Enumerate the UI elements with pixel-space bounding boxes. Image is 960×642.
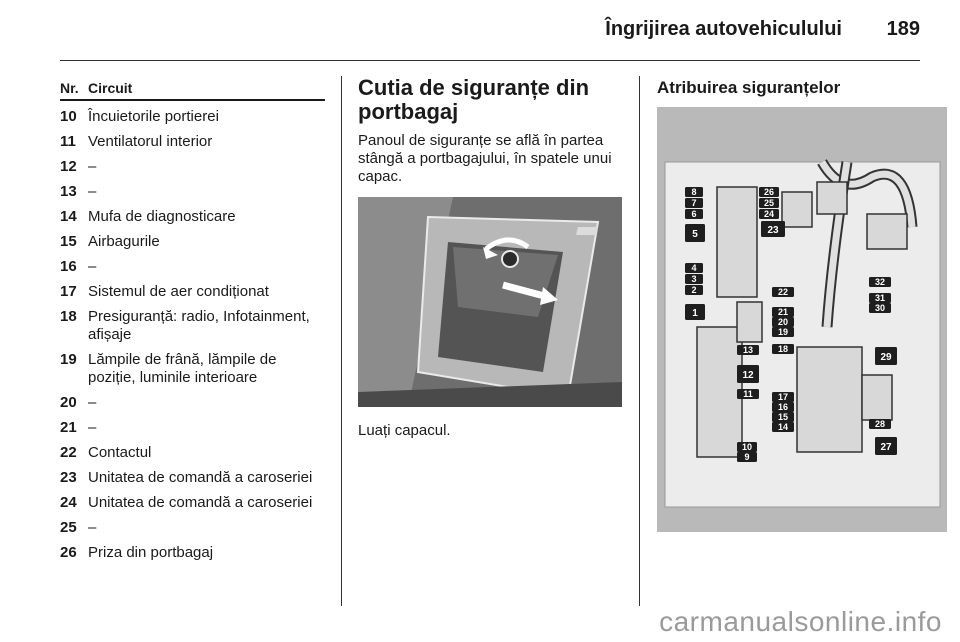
fuse-label: 23 <box>767 225 779 236</box>
table-row <box>60 469 325 487</box>
fuse-label: 15 <box>777 412 789 423</box>
section-title: Îngrijirea autovehiculului <box>605 18 842 40</box>
column-divider <box>341 76 342 606</box>
table-row <box>60 494 325 512</box>
fuse-28-block <box>869 419 891 429</box>
middle-column <box>358 76 626 186</box>
fuse-label: 21 <box>777 307 789 318</box>
page-header <box>60 0 920 61</box>
fuse-number: 20 <box>60 394 77 411</box>
fuse-5-block <box>685 224 705 242</box>
fuse-number: 26 <box>60 544 77 561</box>
fuse-21-block <box>772 307 794 317</box>
fuse-label: 31 <box>874 293 886 304</box>
fuse-label: 30 <box>874 303 886 314</box>
fuse-circuit: Priza din portbagaj <box>88 544 214 561</box>
fuse-circuit: – <box>88 519 97 536</box>
fuse-label: 28 <box>874 419 886 430</box>
fuse-label: 5 <box>692 229 698 240</box>
fuse-16-block <box>772 402 794 412</box>
table-row <box>60 544 325 562</box>
fuse-label: 6 <box>691 209 697 220</box>
page-number: 189 <box>886 18 920 40</box>
fuse-label: 8 <box>691 187 697 198</box>
fuse-label: 29 <box>880 352 892 363</box>
fuse-25-block <box>759 198 779 208</box>
table-row <box>60 308 325 344</box>
column-header-nr: Nr. <box>60 80 79 96</box>
table-row <box>60 394 325 412</box>
fuse-label: 14 <box>777 422 789 433</box>
fuse-label: 3 <box>691 274 697 285</box>
fuse-label: 26 <box>763 187 775 198</box>
fuse-circuit: Airbagurile <box>88 233 160 250</box>
fuse-label: 12 <box>742 370 754 381</box>
fuse-4-block <box>685 263 703 273</box>
fuse-label: 11 <box>743 389 753 400</box>
fuse-circuit: Unitatea de comandă a caroseriei <box>88 469 313 486</box>
table-row <box>60 233 325 251</box>
fuse-31-block <box>869 293 891 303</box>
fuse-cover-photo <box>358 197 622 407</box>
watermark: carmanualsonline.info <box>659 606 942 637</box>
section-heading-fuse-assignment: Atribuirea siguranțelor <box>657 78 841 97</box>
fuse-label: 17 <box>777 392 789 403</box>
fuse-number: 18 <box>60 308 77 325</box>
fuse-label: 19 <box>777 327 789 338</box>
table-row <box>60 208 325 226</box>
fuse-label: 4 <box>691 263 697 274</box>
table-header <box>60 80 325 101</box>
fuse-circuit: – <box>88 258 97 275</box>
fuse-label: 20 <box>777 317 789 328</box>
column-header-circuit: Circuit <box>88 80 133 96</box>
fuse-label: 22 <box>777 287 789 298</box>
fuse-23-block <box>761 221 785 237</box>
fuse-label: 25 <box>763 198 775 209</box>
fuse-number: 16 <box>60 258 77 275</box>
fuse-label: 9 <box>744 452 750 463</box>
table-row <box>60 183 325 201</box>
fuse-8-block <box>685 187 703 197</box>
fuse-number: 11 <box>60 133 76 150</box>
fuse-circuit: Mufa de diagnosticare <box>88 208 236 225</box>
fuse-15-block <box>772 412 794 422</box>
table-row <box>60 108 325 126</box>
fuse-number: 22 <box>60 444 77 461</box>
fuse-label: 18 <box>777 344 789 355</box>
fuse-circuit: Sistemul de aer condiționat <box>88 283 269 300</box>
fuse-circuit: Unitatea de comandă a caroseriei <box>88 494 313 511</box>
fuse-circuit: – <box>88 419 97 436</box>
fuse-30-block <box>869 303 891 313</box>
table-row <box>60 158 325 176</box>
fuse-number: 17 <box>60 283 77 300</box>
fuse-circuit: – <box>88 158 97 175</box>
fuse-circuit: – <box>88 394 97 411</box>
fuse-number: 15 <box>60 233 77 250</box>
fuse-18-block <box>772 344 794 354</box>
table-row <box>60 283 325 301</box>
fuse-label: 13 <box>742 345 754 356</box>
fuse-17-block <box>772 392 794 402</box>
fuse-27-block <box>875 437 897 455</box>
fuse-32-block <box>869 277 891 287</box>
fuse-number: 21 <box>60 419 77 436</box>
fuse-20-block <box>772 317 794 327</box>
body-text: Panoul de siguranțe se află în partea stângă a portbagajului, în spatele unui capac. <box>358 132 612 185</box>
fuse-number: 13 <box>60 183 77 200</box>
table-row <box>60 258 325 276</box>
fuse-circuit: Lămpile de frână, lămpile de poziție, luminile interioare <box>88 351 277 386</box>
fuse-7-block <box>685 198 703 208</box>
table-row <box>60 419 325 437</box>
fuse-22-block <box>772 287 794 297</box>
fuse-label: 7 <box>691 198 697 209</box>
column-divider <box>639 76 640 606</box>
table-row <box>60 133 325 151</box>
table-body <box>60 108 325 562</box>
fuse-24-block <box>759 209 779 219</box>
fuse-label: 32 <box>874 277 886 288</box>
fuse-circuit: Contactul <box>88 444 152 461</box>
fuse-label: 2 <box>691 285 697 296</box>
fuse-circuit: Ventilatorul interior <box>88 133 213 150</box>
fuse-29-block <box>875 347 897 365</box>
fuse-3-block <box>685 274 703 284</box>
fuse-label: 1 <box>692 308 698 319</box>
table-row <box>60 351 325 387</box>
table-row <box>60 444 325 462</box>
fuse-11-block <box>737 389 759 399</box>
fuse-label: 10 <box>741 442 753 453</box>
fuse-circuit: Încuietorile portierei <box>88 108 219 125</box>
fuse-circuit: – <box>88 183 97 200</box>
fuse-number: 25 <box>60 519 77 536</box>
fuse-circuit: Presiguranță: radio, Infotainment, afișaje <box>88 308 310 343</box>
fuse-number: 24 <box>60 494 77 511</box>
fuse-13-block <box>737 345 759 355</box>
fuse-14-block <box>772 422 794 432</box>
fuse-number: 23 <box>60 469 77 486</box>
fuse-1-block <box>685 304 705 320</box>
fuse-number: 19 <box>60 351 77 368</box>
fuse-label: 27 <box>880 442 892 453</box>
fuse-table <box>60 80 325 562</box>
fuse-number: 12 <box>60 158 77 175</box>
fuse-number: 10 <box>60 108 77 125</box>
fuse-6-block <box>685 209 703 219</box>
fuse-26-block <box>759 187 779 197</box>
fuse-box-diagram <box>657 107 947 532</box>
fuse-19-block <box>772 327 794 337</box>
table-row <box>60 519 325 537</box>
photo-caption: Luați capacul. <box>358 422 451 439</box>
section-heading: Cutia de siguranțe din portbagaj <box>358 75 590 124</box>
fuse-9-block <box>737 452 757 462</box>
fuse-label: 16 <box>777 402 789 413</box>
fuse-2-block <box>685 285 703 295</box>
fuse-label: 24 <box>763 209 775 220</box>
fuse-12-block <box>737 365 759 383</box>
fuse-10-block <box>737 442 757 452</box>
fuse-number: 14 <box>60 208 77 225</box>
